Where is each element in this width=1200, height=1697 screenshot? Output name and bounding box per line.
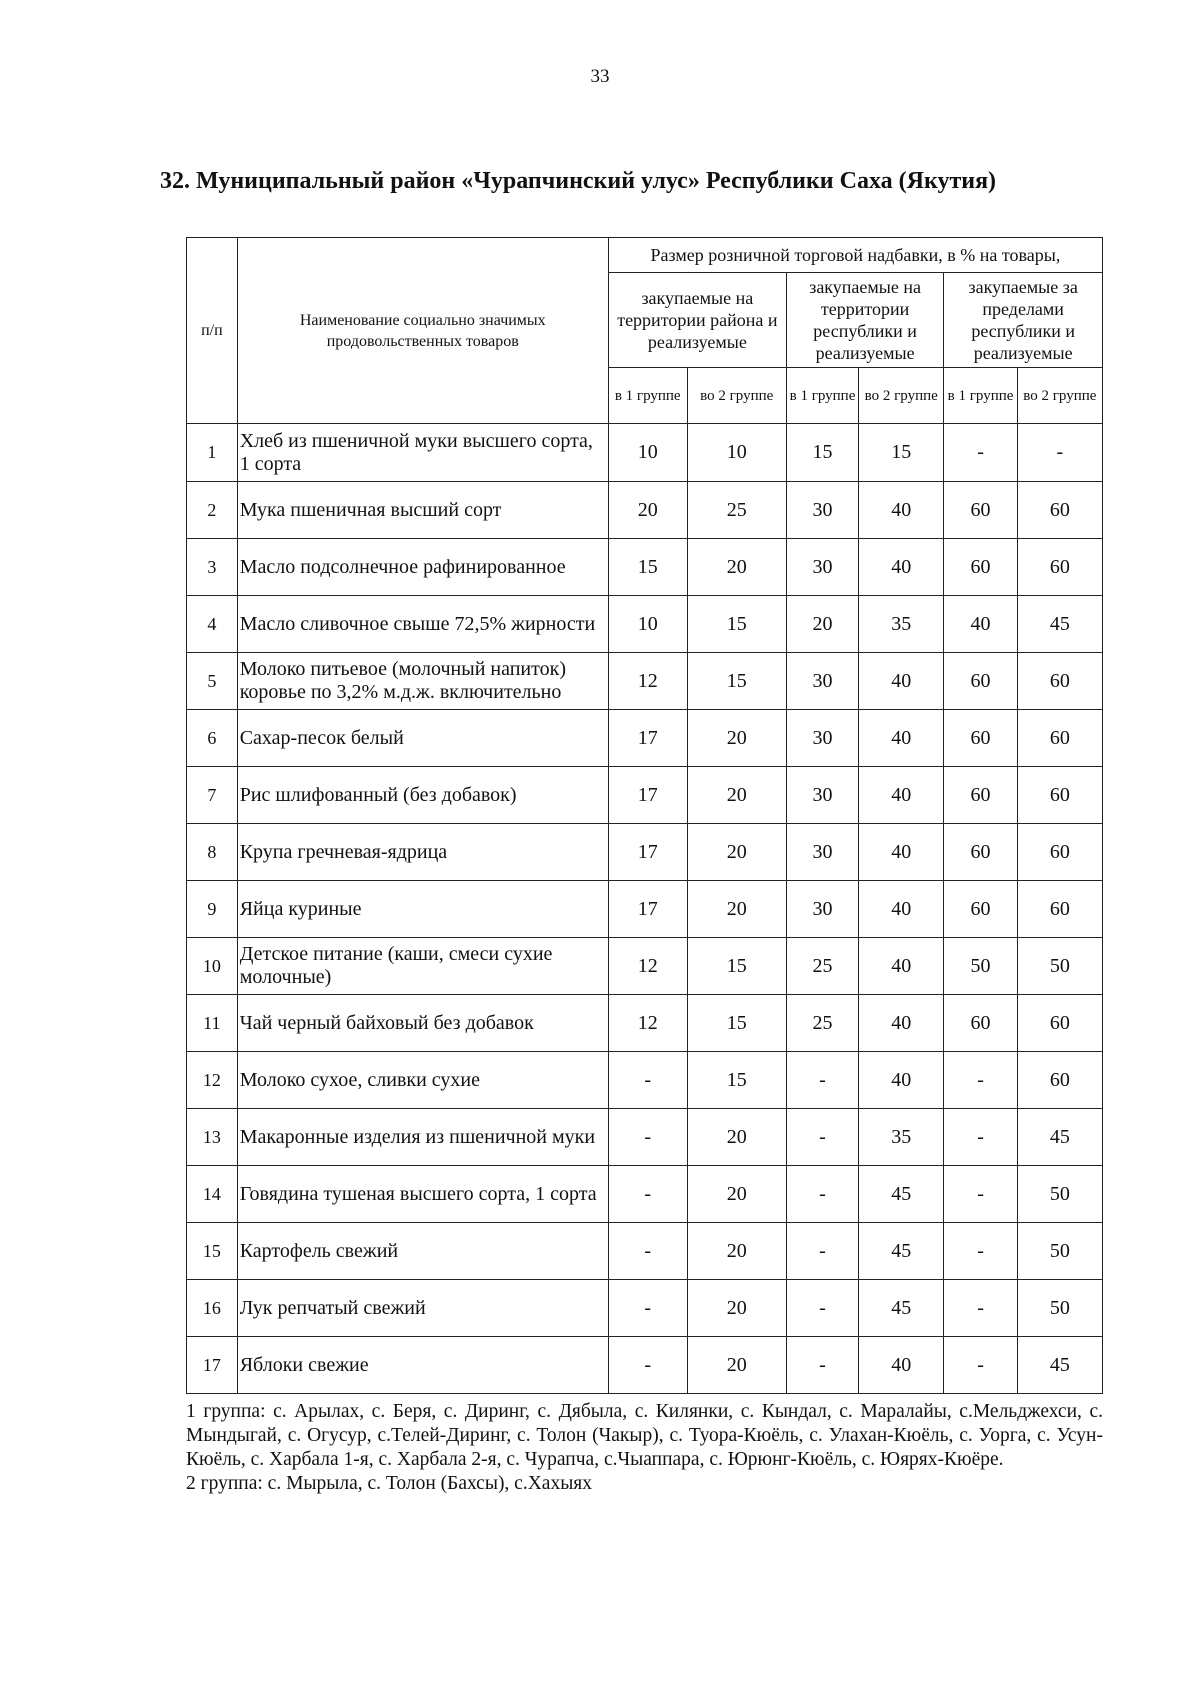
markup-value: 15 bbox=[859, 424, 944, 482]
markup-value: 40 bbox=[859, 767, 944, 824]
markup-value: 15 bbox=[687, 596, 786, 653]
markup-value: 12 bbox=[608, 653, 687, 710]
table-row bbox=[187, 881, 1103, 938]
markup-value: 20 bbox=[687, 1337, 786, 1394]
product-name: Говядина тушеная высшего сорта, 1 сорта bbox=[237, 1166, 608, 1223]
markup-value: 40 bbox=[859, 1052, 944, 1109]
table-row bbox=[187, 824, 1103, 881]
markup-value: - bbox=[608, 1280, 687, 1337]
markup-value: 50 bbox=[1017, 1166, 1102, 1223]
markup-value: 40 bbox=[859, 1337, 944, 1394]
markup-value: 40 bbox=[859, 653, 944, 710]
markup-value: - bbox=[944, 1166, 1017, 1223]
product-name: Рис шлифованный (без добавок) bbox=[237, 767, 608, 824]
header-product-name: Наименование социально значимых продовольственных товаров bbox=[237, 238, 608, 424]
header-group-1: в 1 группе bbox=[786, 368, 858, 424]
product-name: Картофель свежий bbox=[237, 1223, 608, 1280]
product-name: Яйца куриные bbox=[237, 881, 608, 938]
markup-value: 40 bbox=[944, 596, 1017, 653]
table-row bbox=[187, 1337, 1103, 1394]
markup-value: 30 bbox=[786, 824, 858, 881]
row-number: 7 bbox=[187, 767, 238, 824]
markup-value: 45 bbox=[859, 1166, 944, 1223]
markup-value: 12 bbox=[608, 938, 687, 995]
markup-value: 10 bbox=[608, 596, 687, 653]
table-row bbox=[187, 995, 1103, 1052]
markup-value: - bbox=[786, 1166, 858, 1223]
markup-value: 20 bbox=[687, 539, 786, 596]
markup-value: 45 bbox=[1017, 596, 1102, 653]
table-row bbox=[187, 1052, 1103, 1109]
markup-value: 60 bbox=[1017, 482, 1102, 539]
markup-value: - bbox=[786, 1109, 858, 1166]
markup-value: - bbox=[608, 1052, 687, 1109]
table-body bbox=[187, 424, 1103, 1394]
section-heading: 32. Муниципальный район «Чурапчинский улус» Республики Саха (Якутия) bbox=[160, 168, 997, 194]
markup-value: 60 bbox=[1017, 1052, 1102, 1109]
markup-value: 15 bbox=[608, 539, 687, 596]
markup-value: 15 bbox=[687, 1052, 786, 1109]
table-row bbox=[187, 482, 1103, 539]
row-number: 17 bbox=[187, 1337, 238, 1394]
markup-value: 25 bbox=[786, 995, 858, 1052]
header-group-1: в 1 группе bbox=[608, 368, 687, 424]
markup-value: 25 bbox=[687, 482, 786, 539]
markup-value: 60 bbox=[1017, 710, 1102, 767]
product-name: Молоко сухое, сливки сухие bbox=[237, 1052, 608, 1109]
product-name: Детское питание (каши, смеси сухие молочные) bbox=[237, 938, 608, 995]
markup-value: 10 bbox=[608, 424, 687, 482]
row-number: 8 bbox=[187, 824, 238, 881]
header-group-1: в 1 группе bbox=[944, 368, 1017, 424]
markup-value: 20 bbox=[687, 1109, 786, 1166]
markup-value: 17 bbox=[608, 881, 687, 938]
product-name: Яблоки свежие bbox=[237, 1337, 608, 1394]
product-name: Мука пшеничная высший сорт bbox=[237, 482, 608, 539]
row-number: 9 bbox=[187, 881, 238, 938]
product-name: Лук репчатый свежий bbox=[237, 1280, 608, 1337]
markup-value: 30 bbox=[786, 482, 858, 539]
markup-value: 20 bbox=[687, 881, 786, 938]
table-row bbox=[187, 938, 1103, 995]
header-markup-size: Размер розничной торговой надбавки, в % на товары, bbox=[608, 238, 1102, 273]
markup-value: 50 bbox=[1017, 938, 1102, 995]
row-number: 12 bbox=[187, 1052, 238, 1109]
markup-value: 50 bbox=[1017, 1280, 1102, 1337]
table-row bbox=[187, 539, 1103, 596]
row-number: 14 bbox=[187, 1166, 238, 1223]
row-number: 11 bbox=[187, 995, 238, 1052]
markup-value: 60 bbox=[944, 653, 1017, 710]
markup-value: 40 bbox=[859, 539, 944, 596]
markup-value: 60 bbox=[944, 767, 1017, 824]
header-group-2: во 2 группе bbox=[1017, 368, 1102, 424]
markup-value: 20 bbox=[786, 596, 858, 653]
row-number: 4 bbox=[187, 596, 238, 653]
markup-value: 12 bbox=[608, 995, 687, 1052]
row-number: 1 bbox=[187, 424, 238, 482]
markup-value: - bbox=[1017, 424, 1102, 482]
markup-value: 30 bbox=[786, 767, 858, 824]
table-row bbox=[187, 767, 1103, 824]
markup-value: 40 bbox=[859, 881, 944, 938]
product-name: Крупа гречневая-ядрица bbox=[237, 824, 608, 881]
row-number: 5 bbox=[187, 653, 238, 710]
product-name: Молоко питьевое (молочный напиток) коровье по 3,2% м.д.ж. включительно bbox=[237, 653, 608, 710]
table-row bbox=[187, 710, 1103, 767]
product-name: Хлеб из пшеничной муки высшего сорта, 1 сорта bbox=[237, 424, 608, 482]
table-row bbox=[187, 1280, 1103, 1337]
table-row bbox=[187, 1223, 1103, 1280]
row-number: 6 bbox=[187, 710, 238, 767]
markup-value: 40 bbox=[859, 482, 944, 539]
table-row bbox=[187, 424, 1103, 482]
table-row bbox=[187, 596, 1103, 653]
header-group-2: во 2 группе bbox=[687, 368, 786, 424]
markup-value: - bbox=[608, 1223, 687, 1280]
header-group-2: во 2 группе bbox=[859, 368, 944, 424]
markup-value: 45 bbox=[1017, 1337, 1102, 1394]
markup-value: 35 bbox=[859, 1109, 944, 1166]
markup-value: 60 bbox=[1017, 881, 1102, 938]
markup-value: - bbox=[608, 1337, 687, 1394]
markup-value: 35 bbox=[859, 596, 944, 653]
row-number: 16 bbox=[187, 1280, 238, 1337]
markup-value: 60 bbox=[1017, 995, 1102, 1052]
footnote-group-1: 1 группа: с. Арылах, с. Беря, с. Диринг, с. Дябыла, с. Килянки, с. Кындал, с. Маралайы, с.Мельджехси, с. Мындыгай, с. Огусур, с.Телей-Диринг, с. Толон (Чакыр), с. Туора-Кюёль, с. Улахан-Кюёль, с. Уорга, с. Усун-Кюёль, с. Харбала 1-я, с. Харбала 2-я, с. Чурапча, с.Чыаппара, с. Юрюнг-Кюёль, с. Юярях-Кюёре. bbox=[186, 1401, 1103, 1470]
markup-value: - bbox=[944, 1223, 1017, 1280]
markup-value: - bbox=[608, 1109, 687, 1166]
markup-value: 40 bbox=[859, 938, 944, 995]
markup-value: 60 bbox=[944, 881, 1017, 938]
markup-value: 25 bbox=[786, 938, 858, 995]
markup-value: 60 bbox=[1017, 539, 1102, 596]
markup-value: 20 bbox=[687, 767, 786, 824]
markup-value: 15 bbox=[786, 424, 858, 482]
row-number: 15 bbox=[187, 1223, 238, 1280]
page-number: 33 bbox=[590, 66, 610, 87]
markup-value: 17 bbox=[608, 767, 687, 824]
markup-value: 20 bbox=[687, 1280, 786, 1337]
markup-value: 50 bbox=[1017, 1223, 1102, 1280]
markup-value: - bbox=[944, 424, 1017, 482]
markup-value: 60 bbox=[944, 710, 1017, 767]
markup-value: - bbox=[608, 1166, 687, 1223]
product-name: Масло сливочное свыше 72,5% жирности bbox=[237, 596, 608, 653]
header-district-goods: закупаемые на территории района и реализуемые bbox=[608, 273, 786, 368]
row-number: 2 bbox=[187, 482, 238, 539]
markup-value: - bbox=[944, 1052, 1017, 1109]
markup-value: 20 bbox=[687, 1166, 786, 1223]
markup-value: 60 bbox=[944, 482, 1017, 539]
table-row bbox=[187, 1166, 1103, 1223]
header-no: п/п bbox=[187, 238, 238, 424]
markup-table bbox=[186, 237, 1103, 1394]
markup-value: 50 bbox=[944, 938, 1017, 995]
markup-value: 60 bbox=[1017, 767, 1102, 824]
markup-value: 30 bbox=[786, 539, 858, 596]
footnote bbox=[186, 1400, 1103, 1496]
product-name: Макаронные изделия из пшеничной муки bbox=[237, 1109, 608, 1166]
markup-value: 60 bbox=[1017, 824, 1102, 881]
header-outside-goods: закупаемые за пределами республики и реализуемые bbox=[944, 273, 1103, 368]
footnote-group-2: 2 группа: с. Мырыла, с. Толон (Бахсы), с.Хахыях bbox=[186, 1473, 593, 1494]
markup-value: 40 bbox=[859, 710, 944, 767]
markup-value: 20 bbox=[608, 482, 687, 539]
product-name: Чай черный байховый без добавок bbox=[237, 995, 608, 1052]
markup-value: 20 bbox=[687, 824, 786, 881]
table-row bbox=[187, 653, 1103, 710]
markup-value: 30 bbox=[786, 881, 858, 938]
markup-value: 30 bbox=[786, 653, 858, 710]
markup-value: 15 bbox=[687, 938, 786, 995]
markup-value: 17 bbox=[608, 824, 687, 881]
markup-value: 17 bbox=[608, 710, 687, 767]
markup-value: - bbox=[786, 1337, 858, 1394]
markup-value: - bbox=[786, 1052, 858, 1109]
markup-value: 10 bbox=[687, 424, 786, 482]
markup-value: 15 bbox=[687, 995, 786, 1052]
markup-value: - bbox=[944, 1337, 1017, 1394]
header-republic-goods: закупаемые на территории республики и реализуемые bbox=[786, 273, 944, 368]
markup-value: - bbox=[786, 1223, 858, 1280]
markup-value: 40 bbox=[859, 995, 944, 1052]
product-name: Масло подсолнечное рафинированное bbox=[237, 539, 608, 596]
markup-value: 60 bbox=[944, 824, 1017, 881]
markup-value: - bbox=[786, 1280, 858, 1337]
markup-value: 15 bbox=[687, 653, 786, 710]
markup-value: - bbox=[944, 1280, 1017, 1337]
markup-value: 30 bbox=[786, 710, 858, 767]
row-number: 10 bbox=[187, 938, 238, 995]
markup-value: 60 bbox=[944, 995, 1017, 1052]
markup-value: 20 bbox=[687, 710, 786, 767]
markup-value: - bbox=[944, 1109, 1017, 1166]
markup-value: 45 bbox=[859, 1280, 944, 1337]
row-number: 3 bbox=[187, 539, 238, 596]
markup-value: 60 bbox=[1017, 653, 1102, 710]
markup-value: 40 bbox=[859, 824, 944, 881]
markup-value: 20 bbox=[687, 1223, 786, 1280]
markup-value: 45 bbox=[859, 1223, 944, 1280]
markup-value: 45 bbox=[1017, 1109, 1102, 1166]
table-row bbox=[187, 1109, 1103, 1166]
product-name: Сахар-песок белый bbox=[237, 710, 608, 767]
row-number: 13 bbox=[187, 1109, 238, 1166]
markup-value: 60 bbox=[944, 539, 1017, 596]
